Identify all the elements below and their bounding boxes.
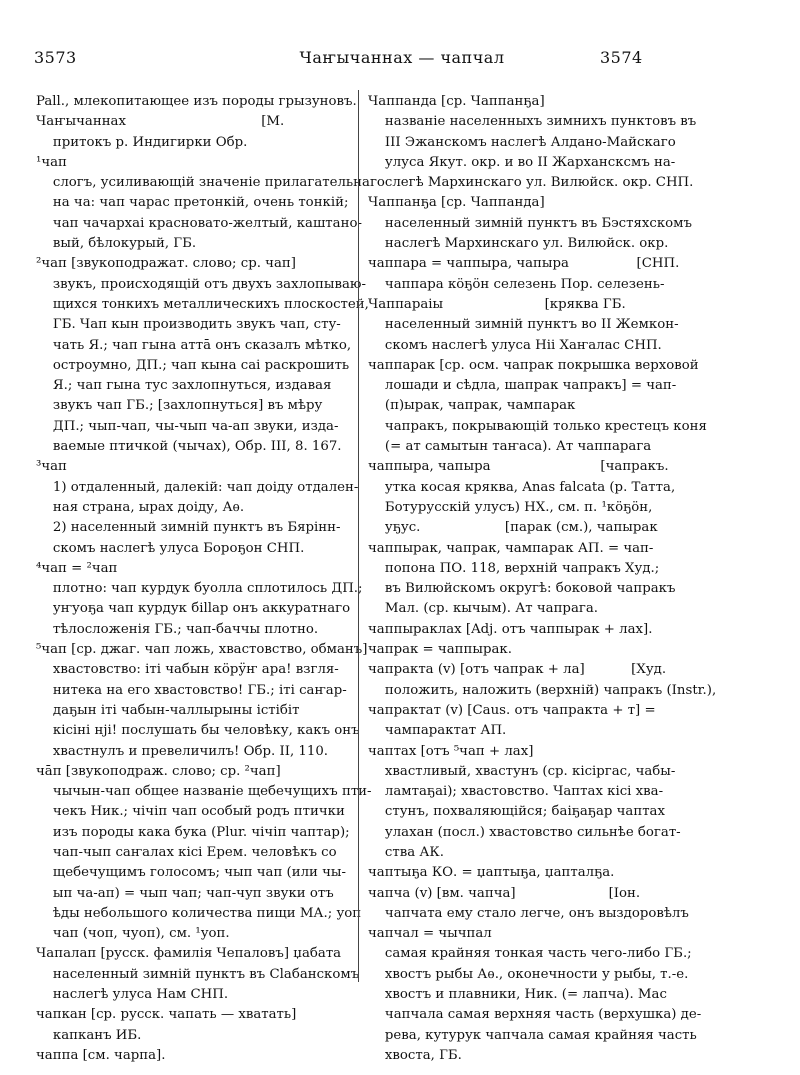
dictionary-line: чāп [звукоподраж. слово; ср. ²чап] bbox=[36, 763, 281, 779]
dictionary-line: 2) населенный зимній пунктъ въ Бярінн- bbox=[36, 520, 341, 536]
dictionary-line: (= ат самытын таҥаса). Ат чаппарага bbox=[368, 439, 652, 455]
dictionary-line: чаптыҕа КО. = џаптыҕа, џапталҕа. bbox=[368, 865, 615, 881]
dictionary-line: Я.; чап гына тус захлопнуться, издавая bbox=[36, 378, 332, 394]
dictionary-line: чапча (v) [вм. чапча] [Іон. bbox=[368, 885, 641, 901]
dictionary-line: ⁴чап = ²чап bbox=[36, 560, 118, 576]
dictionary-line: щебечущимъ голосомъ; чып чап (или чы- bbox=[36, 865, 346, 881]
dictionary-line: населенный зимній пунктъ во II Жемкон- bbox=[368, 317, 679, 333]
dictionary-line: стунъ, похваляющійся; баіҕаҕар чаптах bbox=[368, 804, 665, 820]
dictionary-line: чап-чып саҥалах кісі Ерем. человѣкъ со bbox=[36, 844, 337, 860]
dictionary-line: (п)ырак, чапрак, чампарак bbox=[368, 398, 576, 414]
dictionary-line: чаппа [см. чарпа]. bbox=[36, 1047, 166, 1063]
dictionary-line: Чаҥычаннах [М. bbox=[36, 114, 285, 130]
dictionary-line: уҥуоҕа чап курдук біllар онъ аккуратнаго bbox=[36, 601, 351, 617]
dictionary-line: чаппара = чаппыра, чапыра [СНП. bbox=[368, 256, 680, 272]
dictionary-line: ѣды небольшого количества пищи МА.; уоп bbox=[36, 905, 362, 921]
dictionary-line: ²чап [звукоподражат. слово; ср. чап] bbox=[36, 256, 296, 272]
dictionary-line: улахан (посл.) хвастовство сильнѣе богат- bbox=[368, 824, 681, 840]
dictionary-line: населенный зимній пунктъ въ Бэстяхскомъ bbox=[368, 215, 692, 231]
dictionary-line: Ботурусскій улусъ) НХ., см. п. ¹кӧҕӧн, bbox=[368, 499, 653, 515]
dictionary-line: чапкан [ср. русск. чапать — хватать] bbox=[36, 1007, 297, 1023]
dictionary-line: чать Я.; чап гына аттā онъ сказалъ мѣтко, bbox=[36, 337, 352, 353]
dictionary-line: ГБ. Чап кын производить звукъ чап, сту- bbox=[36, 317, 341, 333]
dictionary-line: Чаппанда [ср. Чаппанҕа] bbox=[368, 94, 545, 109]
dictionary-line: лошади и сѣдла, шапрак чапракъ] = чап- bbox=[368, 378, 677, 394]
dictionary-line: наслегѣ улуса Нам СНП. bbox=[36, 987, 229, 1003]
dictionary-line: чаппыраклах [Adj. отъ чаппырак + лах]. bbox=[368, 621, 653, 637]
left-column bbox=[36, 92, 385, 1066]
dictionary-line: ³чап bbox=[36, 459, 67, 475]
dictionary-line: капканъ ИБ. bbox=[36, 1027, 142, 1043]
dictionary-line: чапчала самая верхняя часть (верхушка) де- bbox=[368, 1007, 702, 1023]
dictionary-line: кісіні нјі! послушать бы человѣку, какъ онъ bbox=[36, 723, 360, 739]
dictionary-line: слегѣ Мархинскаго ул. Вилюйск. окр. СНП. bbox=[368, 175, 694, 191]
dictionary-line: чаптах [отъ ⁵чап + лах] bbox=[368, 743, 534, 759]
dictionary-line: чап чачархаі красновато-желтый, каштано- bbox=[36, 215, 362, 231]
dictionary-line: чаппырак, чапрак, чампарак АП. = чап- bbox=[368, 540, 654, 556]
dictionary-line: даҕын іті чабын-чаллырыны істібіт bbox=[36, 702, 300, 718]
dictionary-line: скомъ наслегѣ улуса Ніі Хаҥалас СНП. bbox=[368, 337, 662, 353]
dictionary-line: самая крайняя тонкая часть чего-либо ГБ.; bbox=[368, 946, 692, 962]
dictionary-line: вый, бѣлокурый, ГБ. bbox=[36, 236, 197, 252]
dictionary-line: плотно: чап курдук буолла сплотилось ДП.; bbox=[36, 581, 363, 597]
dictionary-line: Pall., млекопитающее изъ породы грызуновъ. bbox=[36, 94, 357, 109]
dictionary-line: ваемые птичкой (чычах), Обр. III, 8. 167. bbox=[36, 439, 342, 455]
dictionary-line: ная страна, ырах доіду, Аѳ. bbox=[36, 499, 245, 515]
dictionary-line: чычын-чап общее названіе щебечущихъ пти- bbox=[36, 784, 372, 800]
dictionary-line: утка косая кряква, Anas falcata (р. Татта, bbox=[368, 479, 676, 495]
dictionary-line: на ча: чап чарас претонкій, очень тонкій; bbox=[36, 195, 349, 211]
dictionary-line: чампарактат АП. bbox=[368, 723, 507, 739]
dictionary-line: III Эжанскомъ наслегѣ Алдано-Майскаго bbox=[368, 134, 676, 150]
dictionary-line: Чапалап [русск. фамилія Чепаловъ] џабата bbox=[36, 946, 342, 962]
dictionary-line: чаппара кӧҕӧн селезень Пор. селезень- bbox=[368, 276, 665, 292]
dictionary-line: изъ породы кака бука (Plur. чічіп чаптар); bbox=[36, 824, 350, 840]
dictionary-line: звукъ чап ГБ.; [захлопнуться] въ мѣру bbox=[36, 398, 323, 414]
column-divider bbox=[358, 90, 359, 982]
dictionary-line: хвостъ рыбы Аѳ., оконечности у рыбы, т.-е. bbox=[368, 966, 689, 982]
dictionary-line: 1) отдаленный, далекій: чап доіду отдален- bbox=[36, 479, 359, 495]
dictionary-line: ства АК. bbox=[368, 844, 444, 860]
dictionary-line: ламтаҕаі); хвастовство. Чаптах кісі хва- bbox=[368, 784, 664, 800]
dictionary-line: слогъ, усиливающій значеніе прилагательнаго bbox=[36, 175, 385, 191]
dictionary-line: положить, наложить (верхній) чапракъ (Instr.), bbox=[368, 682, 717, 698]
dictionary-line: чапракта (v) [отъ чапрак + ла] [Худ. bbox=[368, 662, 667, 678]
dictionary-line: чапчата ему стало легче, онъ выздоровѣлъ bbox=[368, 905, 689, 921]
dictionary-line: Мал. (ср. кычым). Ат чапрага. bbox=[368, 601, 598, 617]
dictionary-line: скомъ наслегѣ улуса Бороҕон СНП. bbox=[36, 540, 305, 556]
dictionary-line: чаппыра, чапыра [чапракъ. bbox=[368, 459, 669, 475]
dictionary-line: звукъ, происходящій отъ двухъ захлопываю- bbox=[36, 276, 366, 292]
dictionary-line: тѣлосложенія ГБ.; чап-баччы плотно. bbox=[36, 621, 319, 637]
dictionary-line: въ Вилюйскомъ округѣ: боковой чапракъ bbox=[368, 581, 676, 597]
dictionary-line: хвоста, ГБ. bbox=[368, 1047, 462, 1063]
dictionary-line: чапракъ, покрывающій только крестецъ коня bbox=[368, 418, 707, 434]
dictionary-line: ып ча-ап) = чып чап; чап-чуп звуки отъ bbox=[36, 885, 334, 901]
dictionary-line: улуса Якут. окр. и во II Жархансксмъ на- bbox=[368, 154, 676, 170]
dictionary-line: названіе населенныхъ зимнихъ пунктовъ въ bbox=[368, 114, 697, 130]
dictionary-line: уҕус. [парак (см.), чапырак bbox=[368, 520, 658, 536]
dictionary-line: наслегѣ Мархинскаго ул. Вилюйск. окр. bbox=[368, 236, 669, 252]
dictionary-line: ДП.; чып-чап, чы-чып ча-ап звуки, изда- bbox=[36, 418, 339, 434]
dictionary-line: нитека на его хвастовство! ГБ.; іті саҥар- bbox=[36, 682, 347, 698]
dictionary-line: хвостъ и плавники, Ник. (= лапча). Мас bbox=[368, 987, 667, 1003]
running-title: Чаҥычаннах — чапчал bbox=[299, 48, 505, 67]
dictionary-line: чаппарак [ср. осм. чапрак покрышка верховой bbox=[368, 357, 699, 373]
right-column bbox=[368, 92, 772, 1066]
dictionary-line: чекъ Ник.; чічіп чап особый родъ птички bbox=[36, 804, 345, 820]
dictionary-line: рева, кутурук чапчала самая крайняя часть bbox=[368, 1027, 697, 1043]
dictionary-line: хвастнулъ и превеличилъ! Обр. II, 110. bbox=[36, 743, 329, 759]
dictionary-line: щихся тонкихъ металлическихъ плоскостей, bbox=[36, 296, 369, 312]
dictionary-line: чапчал = чычпал bbox=[368, 926, 492, 942]
dictionary-line: чапрак = чаппырак. bbox=[368, 642, 512, 658]
dictionary-line: остроумно, ДП.; чап кына саі раскрошить bbox=[36, 357, 350, 373]
page-number-right: 3574 bbox=[600, 48, 643, 67]
dictionary-line: ¹чап bbox=[36, 154, 67, 170]
dictionary-line: притокъ р. Индигирки Обр. bbox=[36, 134, 248, 150]
dictionary-line: хвастовство: іті чабын кӧрӱҥ ара! взгля- bbox=[36, 662, 339, 678]
dictionary-line: хвастливый, хвастунъ (ср. кісіргас, чабы- bbox=[368, 763, 676, 779]
dictionary-line: чап (чоп, чуоп), см. ¹уоп. bbox=[36, 926, 230, 942]
dictionary-line: Чаппараіы [кряква ГБ. bbox=[368, 296, 626, 312]
dictionary-line: населенный зимній пунктъ въ Сlабанскомъ bbox=[36, 966, 360, 982]
dictionary-line: Чаппанҕа [ср. Чаппанда] bbox=[368, 195, 545, 211]
page-number-left: 3573 bbox=[34, 48, 77, 67]
dictionary-line: чапрактат (v) [Caus. отъ чапракта + т] = bbox=[368, 702, 656, 718]
dictionary-line: попона ПО. 118, верхній чапракъ Худ.; bbox=[368, 560, 660, 576]
dictionary-line: ⁵чап [ср. джаг. чап ложь, хвастовство, обманъ] bbox=[36, 642, 368, 658]
